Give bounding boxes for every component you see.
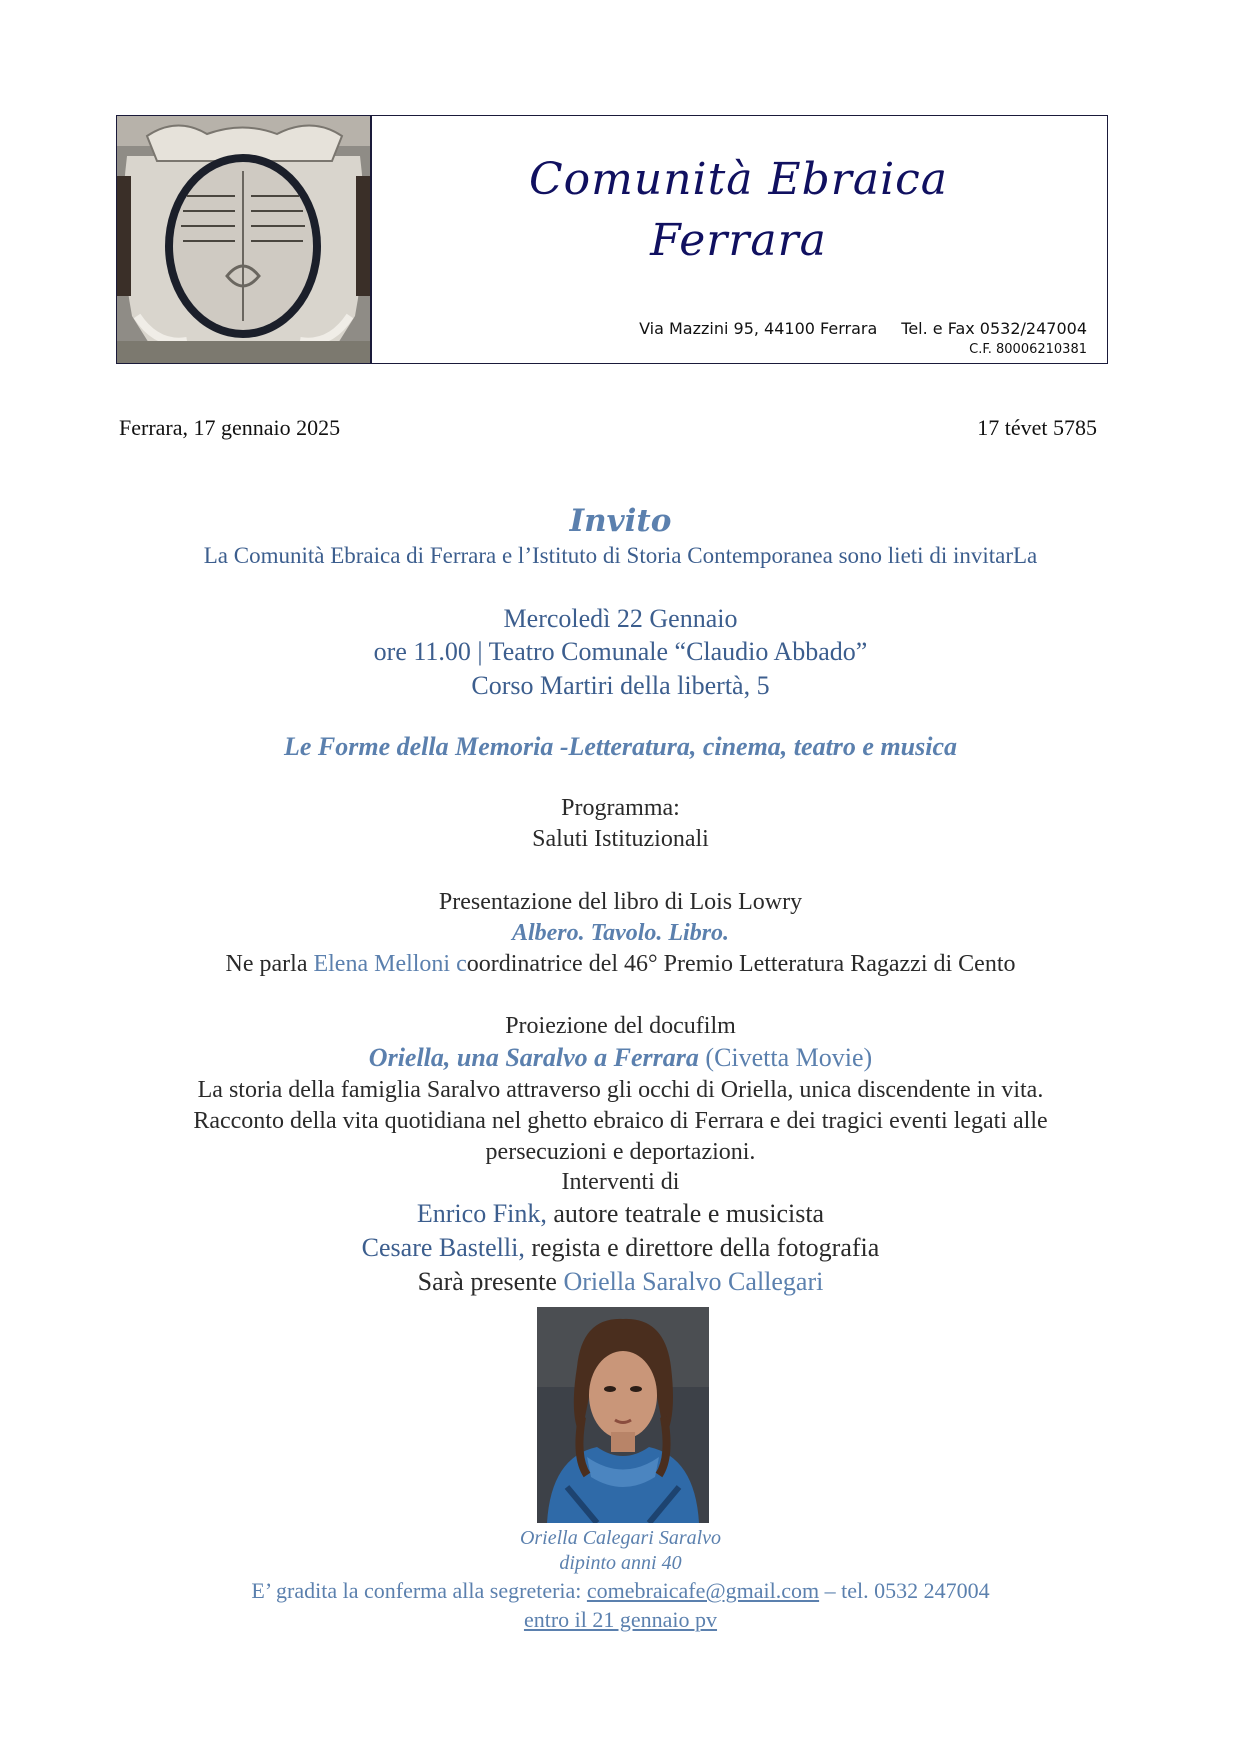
program-greetings: Saluti Istituzionali <box>532 826 709 852</box>
book-speaker-role: oordinatrice del 46° Premio Letteratura Ragazzi di Cento <box>466 951 1016 977</box>
address-line <box>639 319 1087 338</box>
book-speaker-line <box>0 951 1241 978</box>
phone-fax: Tel. e Fax 0532/247004 <box>901 319 1087 338</box>
speaker-2 <box>0 1233 1241 1263</box>
speaker-2-name: Cesare Bastelli, <box>361 1233 525 1262</box>
film-title-line <box>0 1043 1241 1073</box>
gregorian-date: Ferrara, 17 gennaio 2025 <box>119 415 341 440</box>
rsvp-email-link[interactable]: comebraicafe@gmail.com <box>586 1578 820 1603</box>
book-speaker-prefix: Ne parla <box>225 951 314 977</box>
fiscal-code: C.F. 80006210381 <box>969 342 1087 357</box>
guest-name: Oriella Saralvo Callegari <box>563 1267 824 1296</box>
event-day: Mercoledì 22 Gennaio <box>503 604 738 633</box>
film-producer: (Civetta Movie) <box>698 1043 873 1072</box>
hebrew-date: 17 tévet 5785 <box>977 415 1097 440</box>
letterhead <box>116 115 1108 364</box>
film-description-1: La storia della famiglia Saralvo attraverso gli occhi di Oriella, unica discendente in vita. <box>197 1077 1044 1103</box>
guest-prefix: Sarà presente <box>417 1267 564 1296</box>
program-heading: Programma: <box>561 795 680 821</box>
event-time-place: ore 11.00 | Teatro Comunale “Claudio Abbado” <box>373 637 868 666</box>
rsvp-line <box>0 1578 1241 1604</box>
film-description-3: persecuzioni e deportazioni. <box>485 1139 756 1165</box>
organization-name: Comunità Ebraica <box>528 154 949 205</box>
community-crest-image <box>117 116 372 363</box>
guest-line <box>0 1267 1241 1297</box>
portrait-painting <box>537 1307 709 1523</box>
portrait-caption-1: Oriella Calegari Saralvo <box>519 1527 722 1549</box>
book-presentation: Presentazione del libro di Lois Lowry <box>438 889 803 915</box>
event-title: Le Forme della Memoria -Letteratura, cinema, teatro e musica <box>283 732 958 761</box>
rsvp-phone: – tel. 0532 247004 <box>819 1578 990 1603</box>
street-address: Via Mazzini 95, 44100 Ferrara <box>639 319 878 338</box>
portrait-caption-2: dipinto anni 40 <box>559 1552 682 1574</box>
film-intro: Proiezione del docufilm <box>505 1013 736 1039</box>
event-address: Corso Martiri della libertà, 5 <box>471 671 770 700</box>
speaker-1 <box>0 1199 1241 1229</box>
book-speaker-name: Elena Melloni c <box>313 951 467 977</box>
rsvp-prefix: E’ gradita la conferma alla segreteria: <box>251 1578 587 1603</box>
speaker-2-role: regista e direttore della fotografia <box>524 1233 880 1262</box>
film-description-2: Racconto della vita quotidiana nel ghetto ebraico di Ferrara e dei tragici eventi legati alle <box>193 1108 1048 1134</box>
speakers-heading: Interventi di <box>561 1169 680 1195</box>
invitation-intro: La Comunità Ebraica di Ferrara e l’Istituto di Storia Contemporanea sono lieti di invitarLa <box>203 543 1038 568</box>
invitation-title: Invito <box>569 503 672 539</box>
speaker-1-name: Enrico Fink, <box>416 1199 547 1228</box>
speaker-1-role: autore teatrale e musicista <box>546 1199 825 1228</box>
book-title: Albero. Tavolo. Libro. <box>511 920 730 946</box>
film-title: Oriella, una Saralvo a Ferrara <box>368 1043 699 1072</box>
rsvp-deadline: entro il 21 gennaio pv <box>523 1607 718 1632</box>
organization-city: Ferrara <box>650 215 827 266</box>
